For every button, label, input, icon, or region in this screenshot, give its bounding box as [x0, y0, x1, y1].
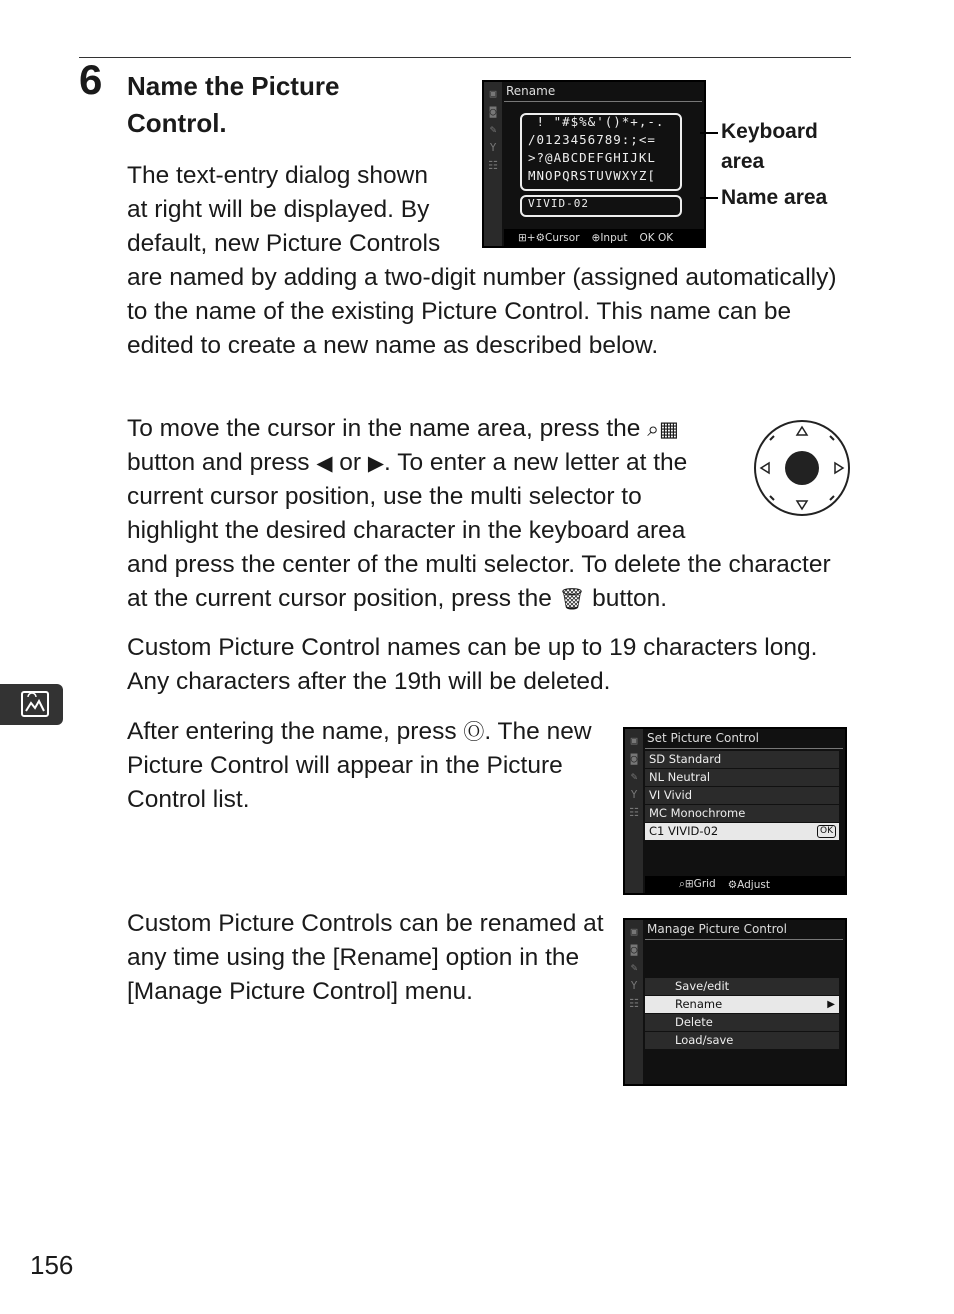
menu-item-load-save[interactable]: Load/save: [645, 1032, 839, 1049]
rename-screen-footer: [504, 229, 704, 246]
manage-picture-control-screen: [623, 918, 847, 1086]
callout-keyboard-area: Keyboard area: [721, 120, 818, 173]
footer-ok-hint: OK OK: [639, 231, 674, 244]
zoom-out-thumbnail-icon: ⌕▦: [647, 417, 679, 441]
menu-item-delete[interactable]: Delete: [645, 1014, 839, 1031]
right-arrow-icon: ▶: [827, 999, 835, 1010]
right-arrow-icon: ▶: [367, 451, 385, 475]
picture-control-item[interactable]: VI Vivid: [645, 787, 839, 804]
set-picture-control-screen: [623, 727, 847, 895]
footer-cursor-hint: ⊞+⚙Cursor: [518, 231, 580, 244]
step-title: Name the Picture Control.: [127, 71, 340, 138]
menu-item-rename[interactable]: Rename ▶: [645, 996, 839, 1013]
picture-control-icon: [0, 684, 63, 725]
paragraph-text-entry-dialog: The text-entry dialog shown at right will be displayed. By default, new Picture Controls are named by adding a two-digit number (assigned automatically) to the name of the existing Picture Control. This name can be edited to create a new name as described below.: [127, 162, 837, 359]
keyboard-row: ! "#$%&'()*+,-.: [528, 114, 665, 129]
footer-grid-hint: ⌕⊞Grid: [679, 878, 716, 890]
menu-side-tabs: ▣ ◙ ✎ Y ☷: [625, 920, 643, 1084]
name-area-value: VIVID-02: [528, 197, 589, 210]
set-picture-control-footer: [645, 876, 845, 893]
section-tab: [0, 684, 63, 725]
menu-side-tabs: ▣ ◙ ✎ Y ☷: [484, 82, 502, 246]
paragraph-name-length: Custom Picture Control names can be up to 19 characters long. Any characters after the 19th will be deleted.: [127, 634, 818, 695]
keyboard-area-leader: [700, 132, 718, 134]
footer-input-hint: ⊕Input: [591, 231, 628, 244]
step-number: 6: [79, 56, 103, 103]
rename-screen: [482, 80, 706, 248]
manage-picture-control-title: Manage Picture Control: [647, 922, 787, 936]
set-picture-control-title: Set Picture Control: [647, 731, 759, 745]
paragraph-rename-anytime: Custom Picture Controls can be renamed at any time using the [Rename] option in the [Manage Picture Control] menu.: [127, 910, 604, 1005]
picture-control-item[interactable]: MC Monochrome: [645, 805, 839, 822]
ok-badge: OK: [817, 825, 836, 838]
footer-adjust-hint: ⚙Adjust: [727, 878, 770, 891]
left-arrow-icon: ◀: [316, 451, 333, 475]
paragraph-after-entering: After entering the name, press Ⓞ. The new Picture Control will appear in the Picture Control list.: [127, 718, 592, 813]
menu-side-tabs: ▣ ◙ ✎ Y ☷: [625, 729, 643, 893]
paragraph-cursor-instructions: To move the cursor in the name area, press the ⌕▦ button and press ◀ or ▶. To enter a new letter at the current cursor position, use the multi selector to highlight the desired character in the keyboard area and press the center of the multi selector. To delete the character at the current cursor position, press the 🗑 button.: [127, 415, 831, 612]
picture-control-item[interactable]: NL Neutral: [645, 769, 839, 786]
header-rule: [79, 57, 851, 58]
trash-icon: 🗑: [558, 587, 586, 611]
picture-control-item-selected[interactable]: C1 VIVID-02 OK: [645, 823, 839, 840]
ok-button-icon: Ⓞ: [463, 720, 485, 744]
rename-screen-title: Rename: [506, 84, 556, 98]
keyboard-row: /0123456789:;<=: [528, 132, 656, 147]
keyboard-row: MNOPQRSTUVWXYZ[: [528, 168, 656, 183]
menu-item-save-edit[interactable]: Save/edit: [645, 978, 839, 995]
keyboard-row: >?@ABCDEFGHIJKL: [528, 150, 656, 165]
picture-control-item[interactable]: SD Standard: [645, 751, 839, 768]
multi-selector-icon: [752, 418, 852, 518]
page-number: 156: [30, 1250, 74, 1280]
callout-name-area: Name area: [721, 186, 828, 209]
name-area-leader: [700, 197, 718, 199]
